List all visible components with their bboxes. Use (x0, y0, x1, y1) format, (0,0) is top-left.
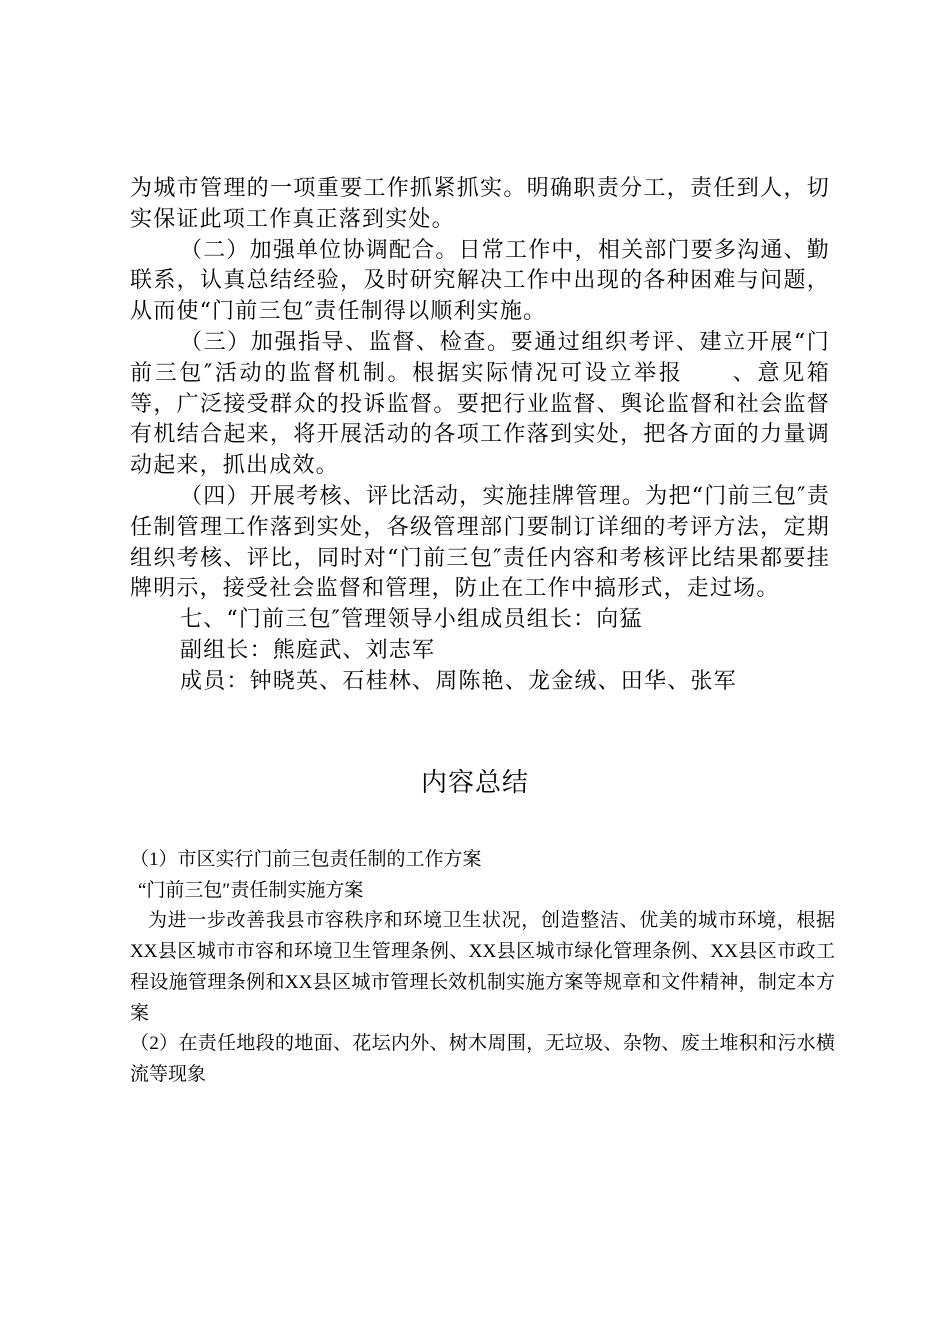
paragraph-section-2: （二）加强单位协调配合。日常工作中，相关部门要多沟通、勤联系，认真总结经验，及时研究解决工作中出现的各种困难与问题，从而使“门前三包″责任制得以顺利实施。 (130, 237, 830, 325)
paragraph-members: 成员：钟晓英、石桂林、周陈艳、龙金绒、田华、张军 (180, 668, 737, 694)
paragraph-leadership-group: 七、“门前三包″管理领导小组成员组长：向猛 (180, 607, 643, 633)
paragraph-deputy-leaders: 副组长：熊庭武、刘志军 (180, 637, 436, 663)
paragraph-section-3: （三）加强指导、监督、检查。要通过组织考评、建立开展“门前三包″活动的监督机制。根据实际情况可设立举报 、意见箱等，广泛接受群众的投诉监督。要把行业监督、舆论监督和社会监督有机结合起来，将开展活动的各项工作落到实处，把各方面的力量调动起来，抓出成效。 (130, 329, 830, 479)
summary-line-4: （2）在责任地段的地面、花坛内外、树木周围，无垃圾、杂物、废土堆积和污水横流等现象 (130, 1033, 835, 1085)
summary-body (130, 845, 835, 1091)
document-body (130, 174, 830, 698)
summary-line-2: “门前三包″责任制实施方案 (138, 879, 364, 901)
summary-title: 内容总结 (420, 768, 529, 798)
paragraph-continuation: 为城市管理的一项重要工作抓紧抓实。明确职责分工，责任到人，切实保证此项工作真正落到实处。 (130, 176, 830, 232)
summary-line-1: （1）市区实行门前三包责任制的工作方案 (130, 849, 482, 870)
summary-line-3: 为进一步改善我县市容秩序和环境卫生状况，创造整洁、优美的城市环境，根据XX县区城市市容和环境卫生管理条例、XX县区城市绿化管理条例、XX县区市政工程设施管理条例和XX县区城市管理长效机制实施方案等规章和文件精神，制定本方案 (130, 910, 835, 1024)
paragraph-section-4: （四）开展考核、评比活动，实施挂牌管理。为把“门前三包″责任制管理工作落到实处，各级管理部门要制订详细的考评方法，定期组织考核、评比，同时对“门前三包″责任内容和考核评比结果都要挂牌明示，接受社会监督和管理，防止在工作中搞形式，走过场。 (130, 483, 830, 602)
